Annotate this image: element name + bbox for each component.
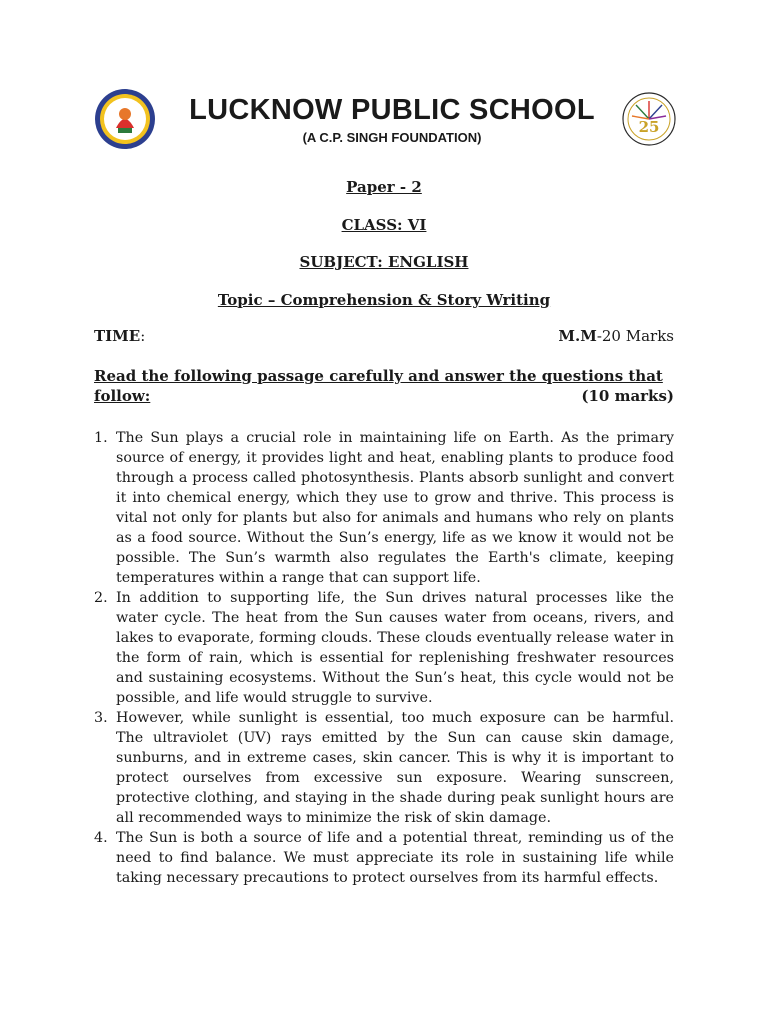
paragraph-number: 1.: [94, 430, 108, 446]
time-colon: :: [140, 327, 146, 345]
paper-title: Paper - 2: [346, 178, 422, 196]
passage-paragraph: [94, 828, 674, 888]
passage-paragraph: [94, 588, 674, 708]
time-label: TIME: [94, 327, 141, 345]
paragraph-number: 4.: [94, 830, 108, 846]
passage-paragraph: [94, 428, 674, 588]
passage-paragraph: [94, 708, 674, 828]
paragraph-text: However, while sunlight is essential, too much exposure can be harmful. The ultraviolet (UV) rays emitted by the Sun can cause skin damage, sunburns, and in extreme cases, skin cancer. This is why it is important to protect ourselves from excessive sun exposure. Wearing sunscreen, protective clothing, and staying in the shade during peak sunlight hours are all recommended ways to minimize the risk of skin damage.: [116, 710, 674, 826]
max-marks-label: M.M: [558, 327, 597, 345]
school-header: [94, 86, 676, 156]
paragraph-text: The Sun is both a source of life and a potential threat, reminding us of the need to find balance. We must appreciate its role in sustaining life while taking necessary precautions to protect ourselves from its harmful effects.: [116, 830, 674, 886]
paragraph-number: 3.: [94, 710, 108, 726]
school-foundation: (A C.P. SINGH FOUNDATION): [302, 130, 482, 145]
instruction-line-2: [94, 386, 674, 406]
instruction-follow: follow:: [94, 387, 151, 405]
max-marks-value: -20 Marks: [596, 327, 674, 345]
school-crest-icon: [94, 88, 156, 150]
max-marks: [558, 327, 674, 345]
comprehension-passage: [94, 428, 674, 888]
subject-label: SUBJECT: ENGLISH: [299, 253, 469, 271]
topic-label: Topic – Comprehension & Story Writing: [217, 291, 551, 309]
passage-instruction: [94, 366, 674, 406]
school-name: LUCKNOW PUBLIC SCHOOL: [189, 94, 595, 126]
anniversary-badge-text: 25: [638, 118, 660, 136]
class-label: CLASS: VI: [341, 216, 427, 234]
anniversary-25-icon: [622, 92, 676, 146]
instruction-line-1: Read the following passage carefully and answer the questions that: [94, 367, 663, 385]
paragraph-text: The Sun plays a crucial role in maintaining life on Earth. As the primary source of energy, it provides light and heat, enabling plants to produce food through a process called photosynthesis. Plants absorb sunlight and convert it into chemical energy, which they use to grow and thrive. This process is vital not only for plants but also for animals and humans who rely on plants as a food source. Without the Sun’s energy, life as we know it would not be possible. The Sun’s warmth also regulates the Earth's climate, keeping temperatures within a range that can support life.: [116, 430, 674, 586]
instruction-marks: (10 marks): [581, 387, 674, 405]
paragraph-number: 2.: [94, 590, 108, 606]
time-field: [94, 327, 145, 345]
paragraph-text: In addition to supporting life, the Sun drives natural processes like the water cycle. The heat from the Sun causes water from oceans, rivers, and lakes to evaporate, forming clouds. These clouds eventually release water in the form of rain, which is essential for replenishing freshwater resources and sustaining ecosystems. Without the Sun’s heat, this cycle would not be possible, and life would struggle to survive.: [116, 590, 674, 706]
